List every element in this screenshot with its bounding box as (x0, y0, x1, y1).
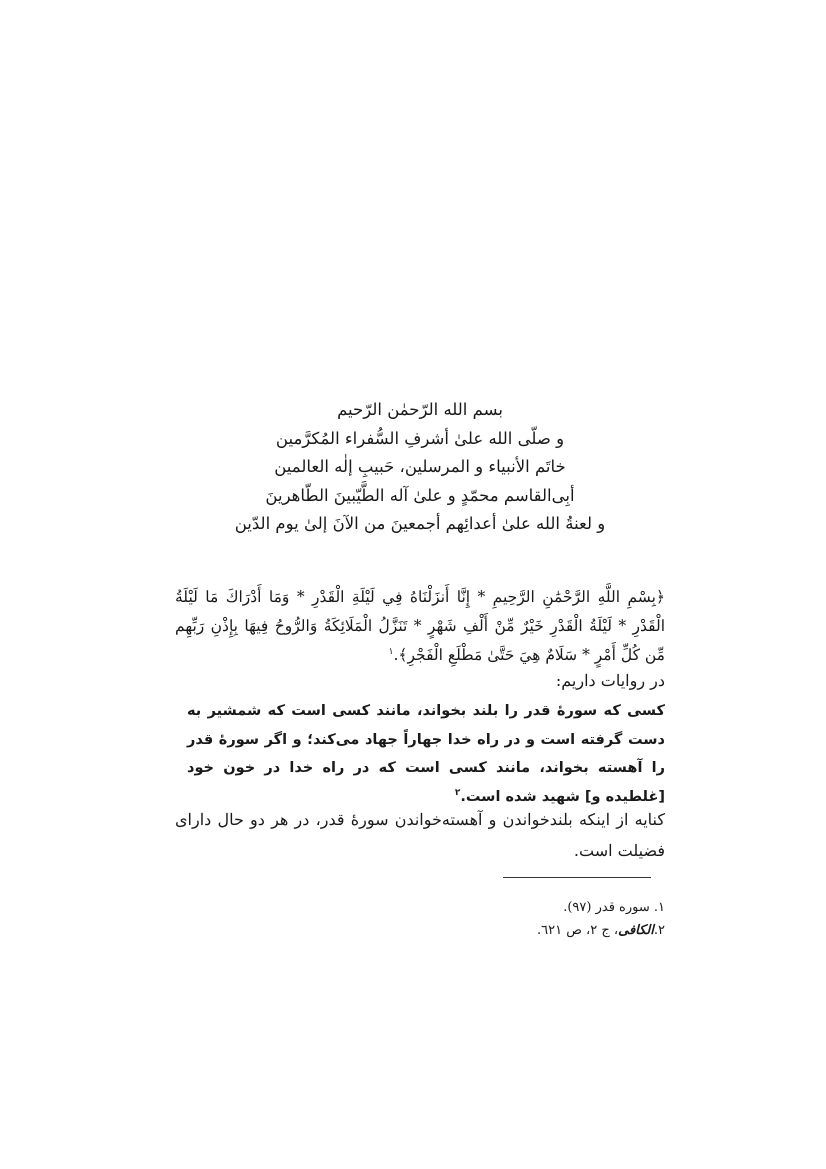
footnote-2-number: ٢. (653, 923, 665, 938)
invocation-line-4: أبِی‌القاسم محمّدٍ و علیٰ آله الطَّیّبینَ الطّاهرینَ (265, 485, 575, 505)
footnotes (175, 896, 665, 942)
footnote-divider (503, 877, 651, 878)
quran-verse-text: ﴿بِسْمِ اللَّهِ الرَّحْمَٰنِ الرَّحِيمِ * إِنَّا أَنزَلْنَاهُ فِي لَيْلَةِ الْقَدْرِ * وَمَا أَدْرَاكَ مَا لَيْلَةُ الْقَدْرِ * لَيْلَةُ الْقَدْرِ خَيْرٌ مِّنْ أَلْفِ شَهْرٍ * تَنَزَّلُ الْمَلَائِكَةُ وَالرُّوحُ فِيهَا بِإِذْنِ رَبِّهِم مِّن كُلِّ أَمْرٍ * سَلَامٌ هِيَ حَتَّىٰ مَطْلَعِ الْفَجْرِ﴾. (175, 588, 665, 664)
footnote-1: ١. سوره قدر (٩٧). (563, 900, 665, 915)
page (175, 0, 665, 1169)
hadith-text: کسی که سورۀ قدر را بلند بخواند، مانند کسی است که شمشیر به دست گرفته است و در راه خدا جهاراً جهاد می‌کند؛ و اگر سورۀ قدر را آهسته بخواند، مانند کسی است که در راه خدا در خون خود [غلطیده و] شهید شده است. (187, 703, 665, 805)
narration-intro: در روایات داریم: (555, 671, 665, 690)
footnote-ref-2[interactable]: ٢ (454, 787, 461, 798)
footnote-2 (175, 919, 665, 942)
quran-verse (175, 583, 665, 670)
footnote-2-source: الکافی (618, 923, 654, 938)
footnote-2-detail: ، ج ٢، ص ٦٢١. (536, 923, 619, 938)
footnote-ref-1[interactable]: ١ (388, 646, 394, 657)
explanation-paragraph: کنایه از اینکه بلندخواندن و آهسته‌خواندن سورۀ قدر، در هر دو حال دارای فضیلت است. (175, 810, 665, 860)
invocation-line-3: خاتَم الأنبیاء و المرسلین، حَبیبِ إلٰه العالمین (274, 457, 566, 476)
invocation-line-2: و صلّی الله علیٰ أشرفِ السُّفراء المُکرَّمین (275, 428, 565, 448)
hadith-quote (187, 697, 665, 811)
invocation-block (175, 396, 665, 539)
invocation-line-1: بسم الله الرّحمٰن الرّحیم (337, 400, 503, 419)
invocation-line-5: و لعنةُ الله علیٰ أعدائِهم أجمعینَ من الآنَ إلیٰ یوم الدّین (234, 514, 606, 533)
